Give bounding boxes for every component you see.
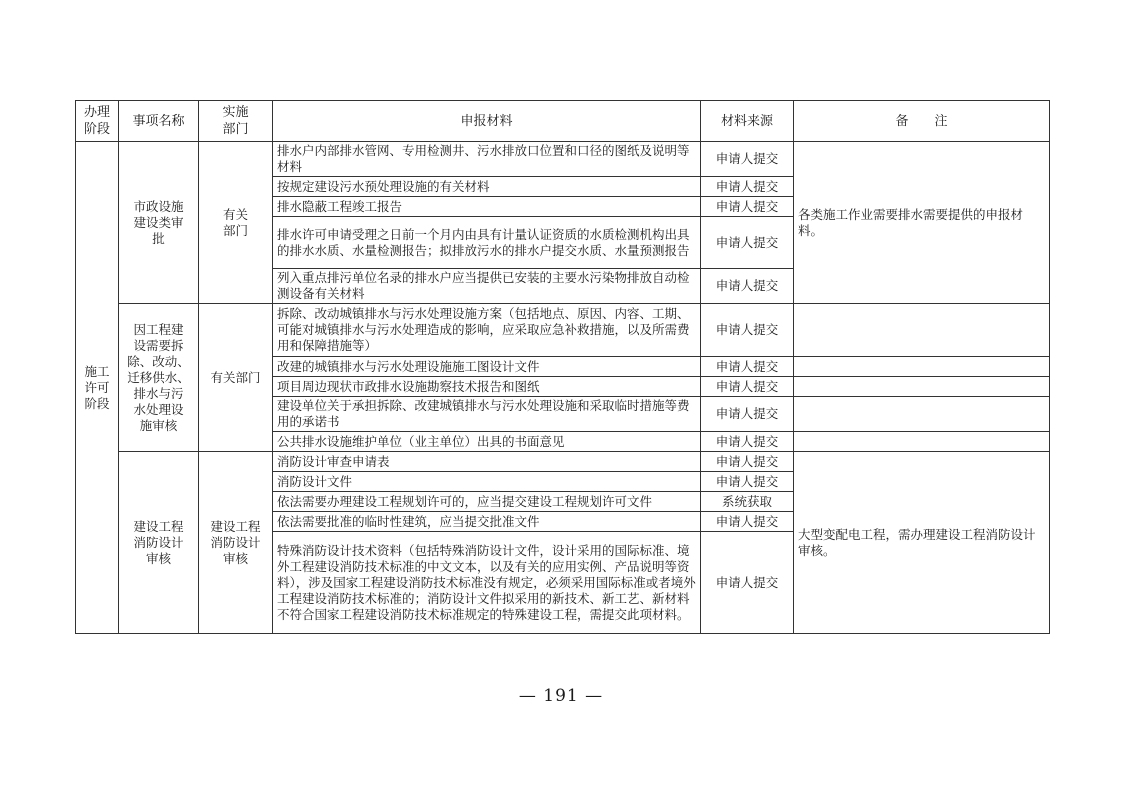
- source-cell: 申请人提交: [701, 377, 794, 397]
- header-materials: 申报材料: [273, 101, 701, 142]
- header-dept: [199, 101, 273, 142]
- material-cell: 消防设计文件: [273, 472, 701, 492]
- materials-table: [75, 100, 1050, 634]
- remark-cell-empty: [794, 357, 1050, 377]
- source-cell: 申请人提交: [701, 304, 794, 357]
- source-cell: 申请人提交: [701, 397, 794, 432]
- header-stage-text: 办理 阶段: [83, 105, 110, 137]
- source-cell: 申请人提交: [701, 472, 794, 492]
- item-cell-municipal: [119, 142, 199, 304]
- item-label-municipal: 市政设施 建设类审 批: [133, 198, 184, 246]
- material-cell: 依法需要办理建设工程规划许可的，应当提交建设工程规划许可文件: [273, 492, 701, 512]
- remark-cell-municipal: 各类施工作业需要排水需要提供的申报材料。: [794, 142, 1050, 304]
- item-label-fire: 建设工程 消防设计 审核: [133, 518, 184, 566]
- remark-cell: [794, 304, 1050, 357]
- header-stage: [76, 101, 119, 142]
- dept-label-municipal: 有关 部门: [222, 206, 248, 238]
- header-source: 材料来源: [701, 101, 794, 142]
- table-row: [76, 304, 1050, 357]
- item-label-demolition: 因工程建 设需要拆 除、改动、 迁移供水、 排水与污 水处理设 施审核: [127, 321, 190, 433]
- remark-cell-empty: [794, 432, 1050, 452]
- material-cell: 列入重点排污单位名录的排水户应当提供已安装的主要水污染物排放自动检测设备有关材料: [273, 269, 701, 304]
- material-cell: 公共排水设施维护单位（业主单位）出具的书面意见: [273, 432, 701, 452]
- item-cell-demolition: [119, 304, 199, 452]
- source-cell: 申请人提交: [701, 197, 794, 217]
- item-cell-fire: [119, 452, 199, 634]
- material-cell: 消防设计审查申请表: [273, 452, 701, 472]
- dept-cell-demolition: 有关部门: [199, 304, 273, 452]
- source-cell: 申请人提交: [701, 269, 794, 304]
- source-cell: 申请人提交: [701, 217, 794, 269]
- material-cell: 改建的城镇排水与污水处理设施施工图设计文件: [273, 357, 701, 377]
- header-dept-text: 实施 部门: [222, 105, 249, 137]
- remark-cell-empty: [794, 377, 1050, 397]
- material-cell: 建设单位关于承担拆除、改建城镇排水与污水处理设施和采取临时措施等费用的承诺书: [273, 397, 701, 432]
- source-cell: 申请人提交: [701, 357, 794, 377]
- dept-cell-municipal: [199, 142, 273, 304]
- material-cell: 依法需要批准的临时性建筑，应当提交批准文件: [273, 512, 701, 532]
- dept-cell-fire: [199, 452, 273, 634]
- source-cell: 系统获取: [701, 492, 794, 512]
- header-item: 事项名称: [119, 101, 199, 142]
- stage-cell: [76, 142, 119, 634]
- header-row: [76, 101, 1050, 142]
- source-cell: 申请人提交: [701, 512, 794, 532]
- page-number: — 191 —: [518, 686, 604, 706]
- material-cell: 拆除、改动城镇排水与污水处理设施方案（包括地点、原因、内容、工期、可能对城镇排水与污水处理造成的影响，应采取应急补救措施，以及所需费用和保障措施等）: [273, 304, 701, 357]
- source-cell: 申请人提交: [701, 177, 794, 197]
- material-cell: 排水许可申请受理之日前一个月内由具有计量认证资质的水质检测机构出具的排水水质、水量检测报告；拟排放污水的排水户提交水质、水量预测报告: [273, 217, 701, 269]
- table-row: [76, 452, 1050, 472]
- source-cell: 申请人提交: [701, 432, 794, 452]
- source-cell: 申请人提交: [701, 142, 794, 177]
- material-cell: 排水隐蔽工程竣工报告: [273, 197, 701, 217]
- material-cell: 排水户内部排水管网、专用检测井、污水排放口位置和口径的图纸及说明等材料: [273, 142, 701, 177]
- dept-label-fire: 建设工程 消防设计 审核: [210, 518, 261, 566]
- remark-cell-empty: [794, 397, 1050, 432]
- remark-cell-fire: 大型变配电工程，需办理建设工程消防设计审核。: [794, 452, 1050, 634]
- material-cell: 特殊消防设计技术资料（包括特殊消防设计文件，设计采用的国际标准、境外工程建设消防技术标准的中文文本，以及有关的应用实例、产品说明等资料），涉及国家工程建设消防技术标准没有规定，必须采用国际标准或者境外工程建设消防技术标准的；消防设计文件拟采用的新技术、新工艺、新材料不符合国家工程建设消防技术标准规定的特殊建设工程，需提交此项材料。: [273, 532, 701, 634]
- material-cell: 项目周边现状市政排水设施勘察技术报告和图纸: [273, 377, 701, 397]
- header-remark: 备 注: [794, 101, 1050, 142]
- source-cell: 申请人提交: [701, 532, 794, 634]
- source-cell: 申请人提交: [701, 452, 794, 472]
- stage-label: 施工 许可 阶段: [84, 363, 110, 411]
- material-cell: 按规定建设污水预处理设施的有关材料: [273, 177, 701, 197]
- table-row: [76, 142, 1050, 177]
